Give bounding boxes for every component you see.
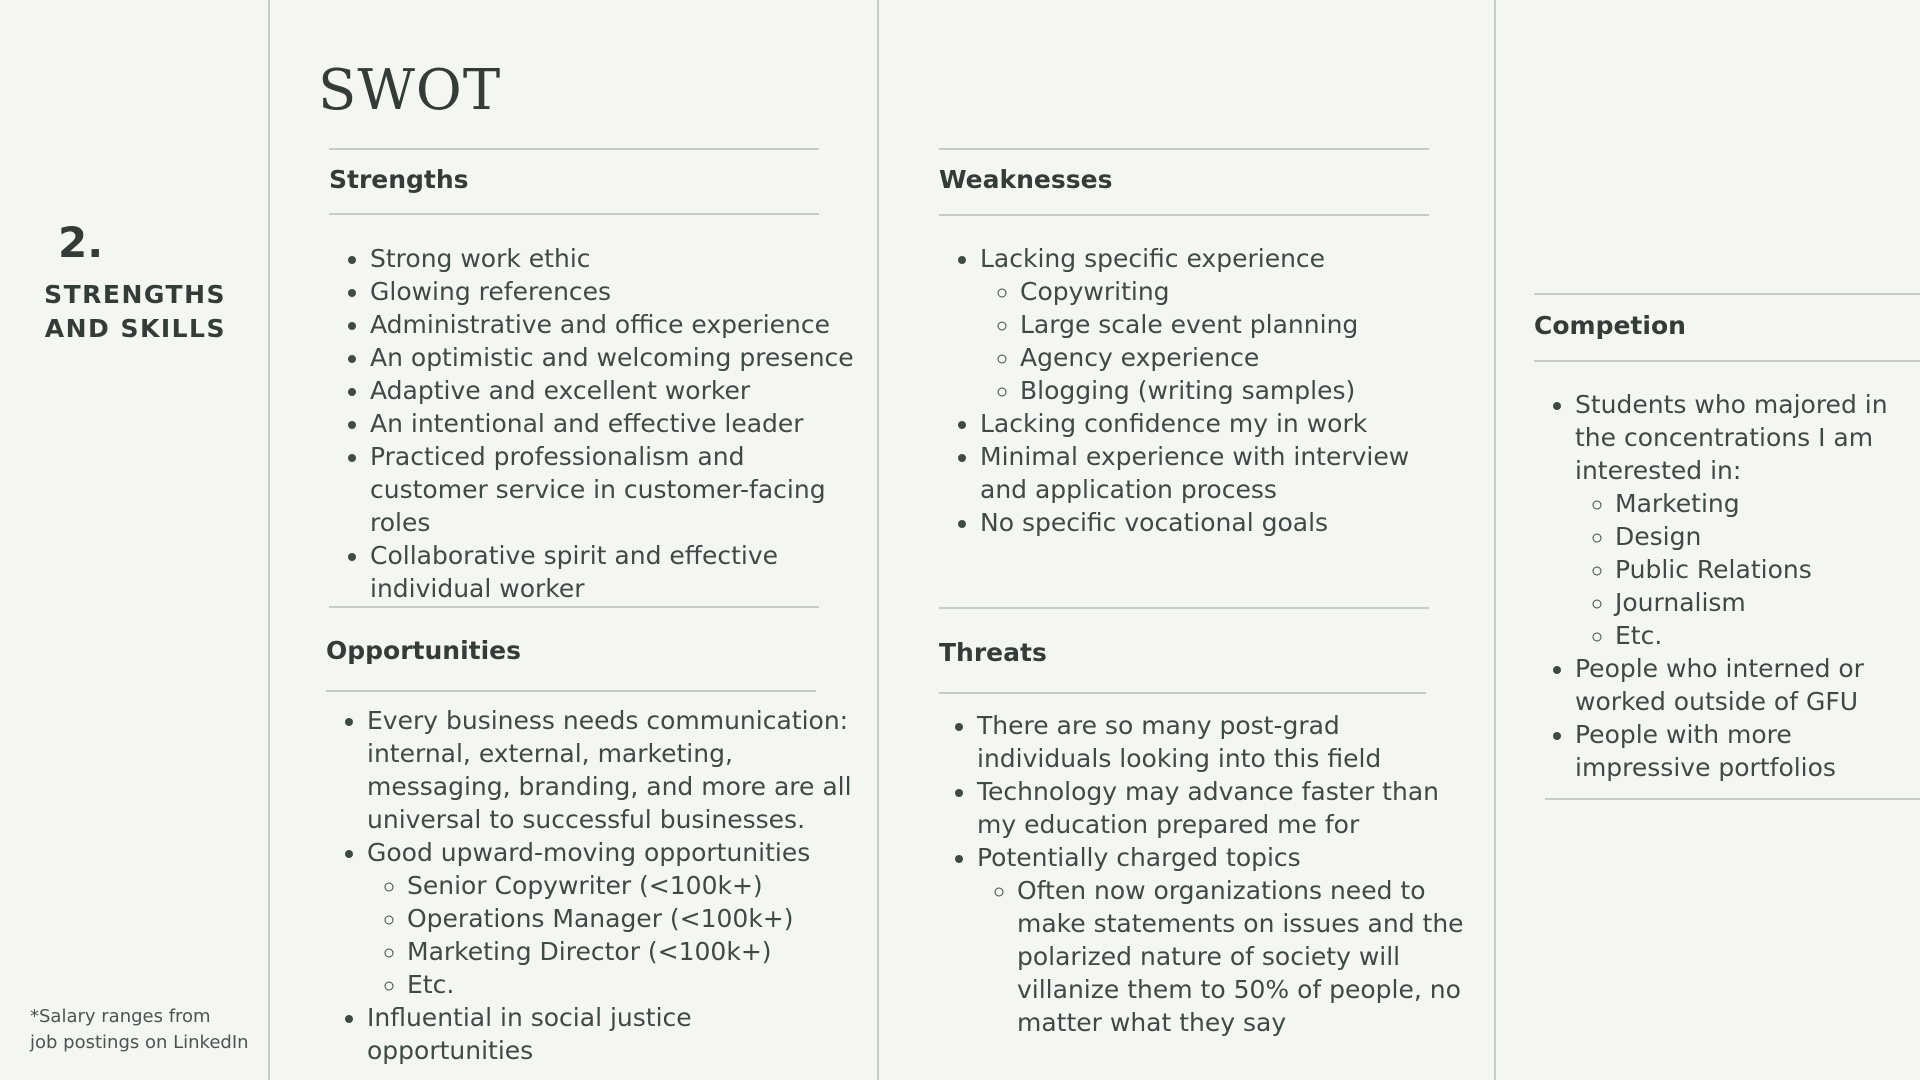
footnote-line: job postings on LinkedIn xyxy=(30,1032,249,1053)
divider-vertical xyxy=(1494,0,1496,1080)
divider-horizontal xyxy=(939,607,1429,609)
list-item: • Glowing references xyxy=(370,275,860,308)
divider-horizontal xyxy=(939,214,1429,216)
opportunities-list xyxy=(327,704,857,1067)
sub-list-item: ◦ Journalism xyxy=(1615,586,1905,619)
list-item: • An intentional and effective leader xyxy=(370,407,860,440)
opportunities-heading: Opportunities xyxy=(326,636,522,665)
weaknesses-heading: Weaknesses xyxy=(939,165,1113,194)
list-item: • People who interned or worked outside of GFU xyxy=(1575,652,1905,718)
sub-list-item: ◦ Blogging (writing samples) xyxy=(1020,374,1460,407)
sub-list-item: ◦ Senior Copywriter (<100k+) xyxy=(407,869,857,902)
sub-list-item: ◦ Marketing xyxy=(1615,487,1905,520)
threats-section xyxy=(937,709,1477,1039)
list-item xyxy=(980,242,1460,407)
divider-vertical xyxy=(268,0,270,1080)
weaknesses-section xyxy=(940,242,1460,539)
competition-heading: Competion xyxy=(1534,311,1686,340)
divider-horizontal xyxy=(1534,360,1920,362)
list-item: • Collaborative spirit and effective individual worker xyxy=(370,539,860,605)
divider-vertical xyxy=(877,0,879,1080)
divider-horizontal xyxy=(1534,293,1920,295)
sub-list-item: ◦ Large scale event planning xyxy=(1020,308,1460,341)
list-item-text: Potentially charged topics xyxy=(977,843,1301,872)
list-item: • Practiced professionalism and customer service in customer-facing roles xyxy=(370,440,860,539)
divider-horizontal xyxy=(329,213,819,215)
list-item: • Administrative and office experience xyxy=(370,308,860,341)
sub-list-item: ◦ Copywriting xyxy=(1020,275,1460,308)
sub-list-item: ◦ Etc. xyxy=(1615,619,1905,652)
strengths-list xyxy=(330,242,860,605)
sub-list-item: ◦ Public Relations xyxy=(1615,553,1905,586)
strengths-heading: Strengths xyxy=(329,165,469,194)
sub-list-item: ◦ Agency experience xyxy=(1020,341,1460,374)
list-item: • Lacking confidence my in work xyxy=(980,407,1460,440)
weaknesses-list xyxy=(940,242,1460,539)
competition-list xyxy=(1535,388,1905,784)
section-title-line: AND SKILLS xyxy=(44,314,226,343)
list-item xyxy=(977,841,1477,1039)
footnote-line: *Salary ranges from xyxy=(30,1006,211,1027)
divider-horizontal xyxy=(1545,798,1920,800)
strengths-section xyxy=(330,242,860,605)
sub-list xyxy=(980,275,1460,407)
list-item: • No specific vocational goals xyxy=(980,506,1460,539)
section-number: 2. xyxy=(58,218,104,267)
list-item: • An optimistic and welcoming presence xyxy=(370,341,860,374)
divider-horizontal xyxy=(329,606,819,608)
list-item: • Minimal experience with interview and application process xyxy=(980,440,1460,506)
divider-horizontal xyxy=(329,148,819,150)
sub-list xyxy=(1575,487,1905,652)
sub-list xyxy=(367,869,857,1001)
threats-list xyxy=(937,709,1477,1039)
section-title-line: STRENGTHS xyxy=(44,280,226,309)
list-item: • Adaptive and excellent worker xyxy=(370,374,860,407)
sub-list-item: ◦ Design xyxy=(1615,520,1905,553)
sub-list-item: ◦ Etc. xyxy=(407,968,857,1001)
page-title: SWOT xyxy=(318,58,502,123)
list-item: • Every business needs communication: internal, external, marketing, messaging, branding, and more are all universal to successful businesses. xyxy=(367,704,857,836)
list-item-text: Lacking specific experience xyxy=(980,244,1326,273)
section-title xyxy=(40,278,226,346)
opportunities-section xyxy=(327,704,857,1067)
list-item: • Technology may advance faster than my education prepared me for xyxy=(977,775,1477,841)
list-item-text: Students who majored in the concentrations I am interested in: xyxy=(1575,390,1888,485)
list-item xyxy=(367,836,857,1001)
divider-horizontal xyxy=(326,690,816,692)
list-item: • There are so many post-grad individuals looking into this field xyxy=(977,709,1477,775)
list-item-text: Good upward-moving opportunities xyxy=(367,838,811,867)
divider-horizontal xyxy=(939,692,1426,694)
sub-list xyxy=(977,874,1477,1039)
competition-section xyxy=(1535,388,1905,784)
salary-footnote xyxy=(30,1004,249,1056)
list-item: • People with more impressive portfolios xyxy=(1575,718,1905,784)
sub-list-item: ◦ Marketing Director (<100k+) xyxy=(407,935,857,968)
list-item: • Influential in social justice opportunities xyxy=(367,1001,857,1067)
sub-list-item: ◦ Operations Manager (<100k+) xyxy=(407,902,857,935)
divider-horizontal xyxy=(939,148,1429,150)
sub-list-item: ◦ Often now organizations need to make statements on issues and the polarized nature of society will villanize them to 50% of people, no matter what they say xyxy=(1017,874,1477,1039)
list-item: • Strong work ethic xyxy=(370,242,860,275)
threats-heading: Threats xyxy=(939,638,1047,667)
list-item xyxy=(1575,388,1905,652)
